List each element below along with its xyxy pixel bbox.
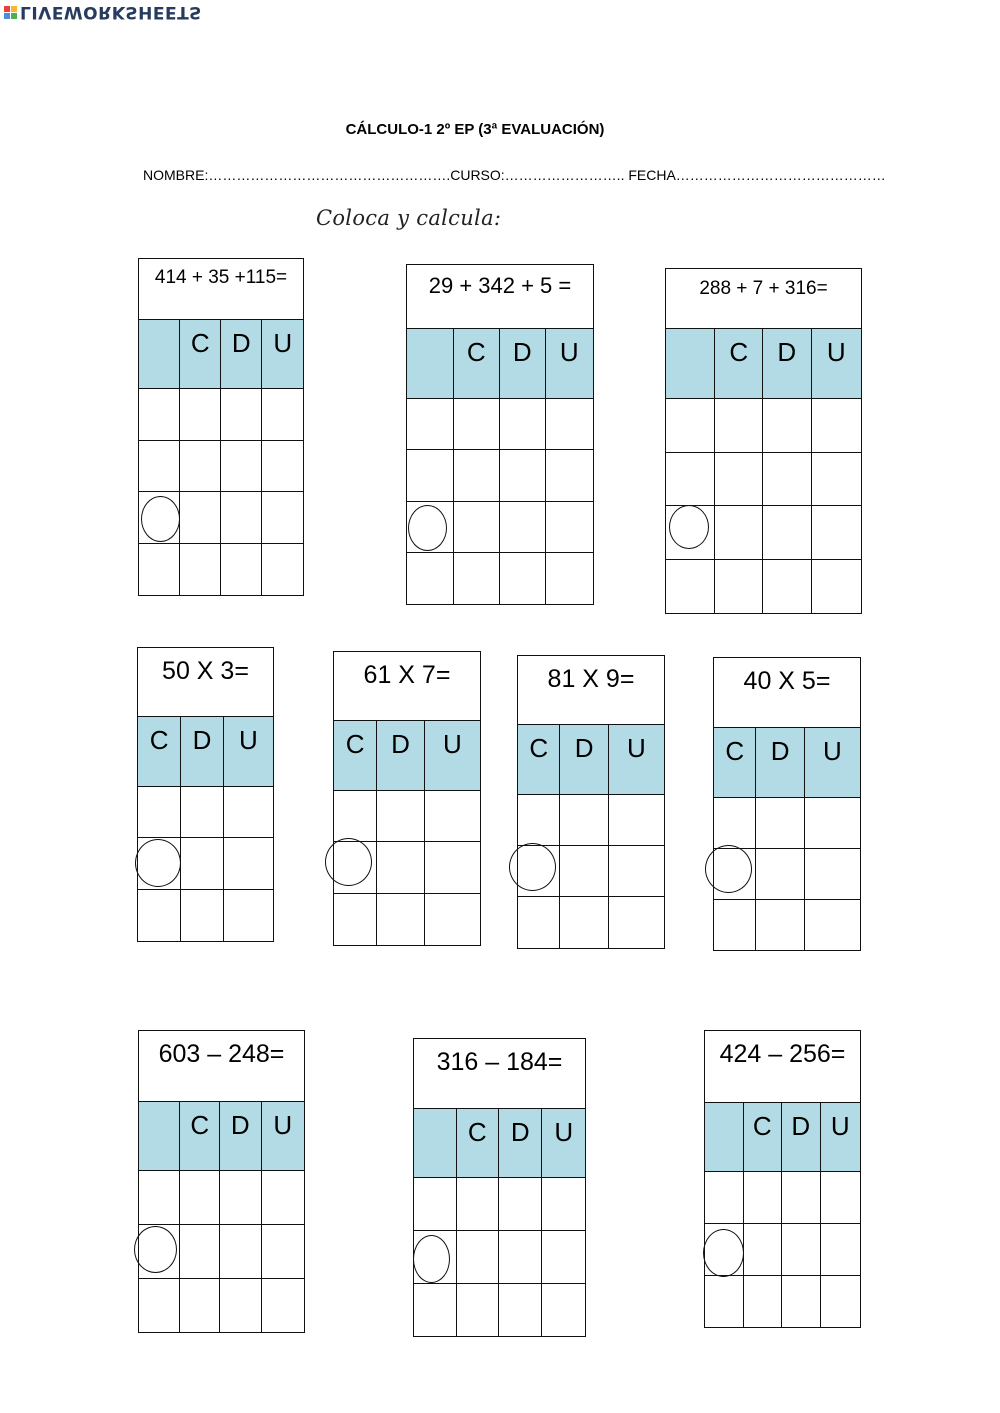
answer-cell[interactable] bbox=[763, 560, 812, 614]
answer-cell[interactable] bbox=[377, 842, 424, 893]
column-header-u: U bbox=[546, 329, 594, 399]
answer-cell[interactable] bbox=[821, 1224, 861, 1276]
column-header-u: U bbox=[821, 1103, 861, 1172]
answer-cell[interactable] bbox=[560, 846, 608, 897]
answer-cell[interactable] bbox=[666, 399, 715, 453]
column-header-u: U bbox=[224, 717, 273, 787]
answer-cell[interactable] bbox=[756, 798, 804, 849]
answer-cell[interactable] bbox=[221, 492, 262, 544]
answer-cell[interactable] bbox=[705, 1172, 744, 1224]
carry-circle[interactable] bbox=[141, 496, 180, 542]
answer-cell[interactable] bbox=[220, 1225, 261, 1279]
column-header-u: U bbox=[609, 725, 664, 795]
answer-cell[interactable] bbox=[542, 1284, 585, 1337]
column-header-d: D bbox=[782, 1103, 821, 1172]
carry-circle[interactable] bbox=[135, 839, 181, 887]
column-header-c: C bbox=[180, 320, 221, 389]
answer-cell[interactable] bbox=[180, 389, 221, 441]
problem-box bbox=[413, 1038, 586, 1337]
answer-cell[interactable] bbox=[454, 399, 501, 450]
carry-circle[interactable] bbox=[705, 845, 752, 893]
place-value-grid bbox=[138, 716, 273, 941]
problem-box bbox=[704, 1030, 861, 1328]
answer-cell[interactable] bbox=[262, 492, 303, 544]
answer-cell[interactable] bbox=[425, 791, 480, 842]
answer-cell[interactable] bbox=[425, 894, 480, 945]
answer-cell[interactable] bbox=[546, 399, 594, 450]
column-header-c: C bbox=[334, 721, 377, 791]
answer-cell[interactable] bbox=[457, 1284, 500, 1337]
answer-cell[interactable] bbox=[262, 1171, 305, 1225]
operation-label: 50 X 3= bbox=[162, 657, 249, 685]
column-header-c: C bbox=[457, 1109, 500, 1178]
answer-cell[interactable] bbox=[180, 1225, 220, 1279]
answer-cell[interactable] bbox=[181, 890, 223, 941]
answer-cell[interactable] bbox=[821, 1276, 861, 1328]
problem-box bbox=[713, 657, 861, 951]
place-value-grid bbox=[334, 720, 480, 945]
answer-cell[interactable] bbox=[821, 1172, 861, 1224]
operation-label: 424 – 256= bbox=[719, 1040, 846, 1068]
answer-cell[interactable] bbox=[560, 897, 608, 948]
answer-cell[interactable] bbox=[224, 838, 273, 889]
site-logo bbox=[4, 2, 202, 22]
problem-box bbox=[517, 655, 665, 949]
answer-cell[interactable] bbox=[744, 1276, 783, 1328]
answer-cell[interactable] bbox=[139, 1279, 180, 1333]
answer-cell[interactable] bbox=[224, 787, 273, 838]
column-header-c: C bbox=[518, 725, 560, 795]
answer-cell[interactable] bbox=[262, 441, 303, 493]
answer-cell[interactable] bbox=[377, 894, 424, 945]
answer-cell[interactable] bbox=[407, 450, 454, 501]
answer-cell[interactable] bbox=[414, 1284, 457, 1337]
answer-cell[interactable] bbox=[377, 791, 424, 842]
answer-cell[interactable] bbox=[220, 1279, 261, 1333]
logo-square bbox=[11, 13, 17, 19]
answer-cell[interactable] bbox=[221, 441, 262, 493]
column-header-blank bbox=[139, 320, 180, 389]
operation-label: 316 – 184= bbox=[436, 1048, 563, 1076]
place-value-grid bbox=[139, 1101, 304, 1332]
column-header-d: D bbox=[220, 1102, 261, 1171]
answer-cell[interactable] bbox=[812, 506, 862, 560]
place-value-grid bbox=[139, 319, 303, 595]
answer-cell[interactable] bbox=[782, 1224, 821, 1276]
problem-box bbox=[138, 1030, 305, 1333]
carry-circle[interactable] bbox=[408, 505, 447, 551]
answer-cell[interactable] bbox=[763, 399, 812, 453]
answer-cell[interactable] bbox=[221, 544, 262, 596]
answer-cell[interactable] bbox=[542, 1231, 585, 1284]
column-header-u: U bbox=[805, 728, 860, 798]
answer-cell[interactable] bbox=[714, 798, 756, 849]
answer-cell[interactable] bbox=[138, 890, 181, 941]
place-value-grid bbox=[414, 1108, 585, 1336]
answer-cell[interactable] bbox=[805, 900, 860, 951]
answer-cell[interactable] bbox=[715, 560, 763, 614]
answer-cell[interactable] bbox=[500, 450, 546, 501]
answer-cell[interactable] bbox=[180, 441, 221, 493]
column-header-c: C bbox=[138, 717, 181, 787]
place-value-grid bbox=[666, 328, 861, 613]
problem-box bbox=[333, 651, 481, 946]
column-header-d: D bbox=[763, 329, 812, 399]
answer-cell[interactable] bbox=[666, 560, 715, 614]
answer-cell[interactable] bbox=[414, 1178, 457, 1231]
column-header-d: D bbox=[500, 329, 546, 399]
column-header-c: C bbox=[744, 1103, 783, 1172]
answer-cell[interactable] bbox=[609, 846, 664, 897]
column-header-blank bbox=[139, 1102, 180, 1171]
answer-cell[interactable] bbox=[454, 450, 501, 501]
column-header-u: U bbox=[262, 320, 303, 389]
carry-circle[interactable] bbox=[703, 1229, 744, 1277]
student-info-line: NOMBRE:…………………………………………….CURSO:…………………….. FECHA……………………………………… bbox=[143, 167, 886, 183]
column-header-d: D bbox=[499, 1109, 542, 1178]
column-header-blank bbox=[414, 1109, 457, 1178]
operation-label: 81 X 9= bbox=[547, 665, 635, 693]
answer-cell[interactable] bbox=[805, 798, 860, 849]
answer-cell[interactable] bbox=[139, 1171, 180, 1225]
problem-box bbox=[137, 647, 274, 942]
answer-cell[interactable] bbox=[221, 389, 262, 441]
answer-cell[interactable] bbox=[542, 1178, 585, 1231]
answer-cell[interactable] bbox=[812, 453, 862, 507]
answer-cell[interactable] bbox=[425, 842, 480, 893]
column-header-blank bbox=[666, 329, 715, 399]
logo-square bbox=[11, 6, 17, 12]
logo-text: LIVEWORKSHEETS bbox=[20, 2, 202, 22]
answer-cell[interactable] bbox=[782, 1276, 821, 1328]
logo-square bbox=[4, 13, 10, 19]
carry-circle[interactable] bbox=[509, 843, 556, 891]
column-header-d: D bbox=[221, 320, 262, 389]
answer-cell[interactable] bbox=[224, 890, 273, 941]
answer-cell[interactable] bbox=[139, 389, 180, 441]
answer-cell[interactable] bbox=[763, 453, 812, 507]
answer-cell[interactable] bbox=[499, 1178, 542, 1231]
operation-label: 40 X 5= bbox=[743, 667, 831, 695]
answer-cell[interactable] bbox=[334, 791, 377, 842]
answer-cell[interactable] bbox=[499, 1231, 542, 1284]
liveworksheets-logo-icon bbox=[4, 6, 17, 19]
answer-cell[interactable] bbox=[560, 795, 608, 846]
column-header-d: D bbox=[756, 728, 804, 798]
answer-cell[interactable] bbox=[181, 838, 223, 889]
answer-cell[interactable] bbox=[262, 544, 303, 596]
place-value-grid bbox=[518, 724, 664, 948]
answer-cell[interactable] bbox=[500, 553, 546, 604]
answer-cell[interactable] bbox=[454, 502, 501, 553]
answer-cell[interactable] bbox=[714, 900, 756, 951]
column-header-d: D bbox=[377, 721, 424, 791]
logo-square bbox=[4, 6, 10, 12]
answer-cell[interactable] bbox=[500, 399, 546, 450]
answer-cell[interactable] bbox=[220, 1171, 261, 1225]
answer-cell[interactable] bbox=[744, 1172, 783, 1224]
answer-cell[interactable] bbox=[715, 453, 763, 507]
answer-cell[interactable] bbox=[812, 560, 862, 614]
place-value-grid bbox=[705, 1102, 860, 1327]
answer-cell[interactable] bbox=[180, 544, 221, 596]
answer-cell[interactable] bbox=[262, 1225, 305, 1279]
answer-cell[interactable] bbox=[518, 795, 560, 846]
answer-cell[interactable] bbox=[407, 399, 454, 450]
answer-cell[interactable] bbox=[666, 453, 715, 507]
column-header-c: C bbox=[714, 728, 756, 798]
answer-cell[interactable] bbox=[454, 553, 501, 604]
answer-cell[interactable] bbox=[715, 399, 763, 453]
column-header-d: D bbox=[560, 725, 608, 795]
carry-circle[interactable] bbox=[134, 1226, 177, 1273]
problem-box bbox=[665, 268, 862, 614]
answer-cell[interactable] bbox=[546, 553, 594, 604]
answer-cell[interactable] bbox=[407, 553, 454, 604]
operation-label: 288 + 7 + 316= bbox=[699, 278, 828, 299]
column-header-c: C bbox=[454, 329, 501, 399]
answer-cell[interactable] bbox=[262, 1279, 305, 1333]
answer-cell[interactable] bbox=[262, 389, 303, 441]
problem-box bbox=[406, 264, 594, 605]
column-header-u: U bbox=[425, 721, 480, 791]
answer-cell[interactable] bbox=[334, 894, 377, 945]
place-value-grid bbox=[407, 328, 593, 604]
answer-cell[interactable] bbox=[518, 897, 560, 948]
instruction-text: Coloca y calcula: bbox=[316, 206, 502, 230]
operation-label: 61 X 7= bbox=[363, 661, 451, 689]
answer-cell[interactable] bbox=[546, 502, 594, 553]
answer-cell[interactable] bbox=[180, 492, 221, 544]
answer-cell[interactable] bbox=[457, 1231, 500, 1284]
operation-label: 29 + 342 + 5 = bbox=[428, 273, 572, 298]
answer-cell[interactable] bbox=[705, 1276, 744, 1328]
operation-label: 414 + 35 +115= bbox=[154, 267, 288, 288]
answer-cell[interactable] bbox=[138, 787, 181, 838]
answer-cell[interactable] bbox=[499, 1284, 542, 1337]
answer-cell[interactable] bbox=[457, 1178, 500, 1231]
operation-label: 603 – 248= bbox=[158, 1040, 285, 1068]
answer-cell[interactable] bbox=[139, 544, 180, 596]
answer-cell[interactable] bbox=[805, 849, 860, 900]
column-header-blank bbox=[407, 329, 454, 399]
answer-cell[interactable] bbox=[609, 897, 664, 948]
answer-cell[interactable] bbox=[763, 506, 812, 560]
answer-cell[interactable] bbox=[744, 1224, 783, 1276]
answer-cell[interactable] bbox=[812, 399, 862, 453]
column-header-blank bbox=[705, 1103, 744, 1172]
place-value-grid bbox=[714, 727, 860, 950]
answer-cell[interactable] bbox=[715, 506, 763, 560]
answer-cell[interactable] bbox=[782, 1172, 821, 1224]
answer-cell[interactable] bbox=[756, 900, 804, 951]
answer-cell[interactable] bbox=[180, 1279, 220, 1333]
carry-circle[interactable] bbox=[413, 1235, 450, 1283]
answer-cell[interactable] bbox=[756, 849, 804, 900]
column-header-u: U bbox=[542, 1109, 585, 1178]
carry-circle[interactable] bbox=[325, 838, 372, 886]
answer-cell[interactable] bbox=[500, 502, 546, 553]
carry-circle[interactable] bbox=[669, 505, 709, 549]
column-header-c: C bbox=[180, 1102, 220, 1171]
column-header-c: C bbox=[715, 329, 763, 399]
answer-cell[interactable] bbox=[181, 787, 223, 838]
problem-box bbox=[138, 258, 304, 596]
column-header-d: D bbox=[181, 717, 223, 787]
answer-cell[interactable] bbox=[546, 450, 594, 501]
column-header-u: U bbox=[262, 1102, 305, 1171]
answer-cell[interactable] bbox=[609, 795, 664, 846]
column-header-u: U bbox=[812, 329, 862, 399]
answer-cell[interactable] bbox=[139, 441, 180, 493]
answer-cell[interactable] bbox=[180, 1171, 220, 1225]
worksheet-title: CÁLCULO-1 2º EP (3ª EVALUACIÓN) bbox=[345, 121, 605, 138]
